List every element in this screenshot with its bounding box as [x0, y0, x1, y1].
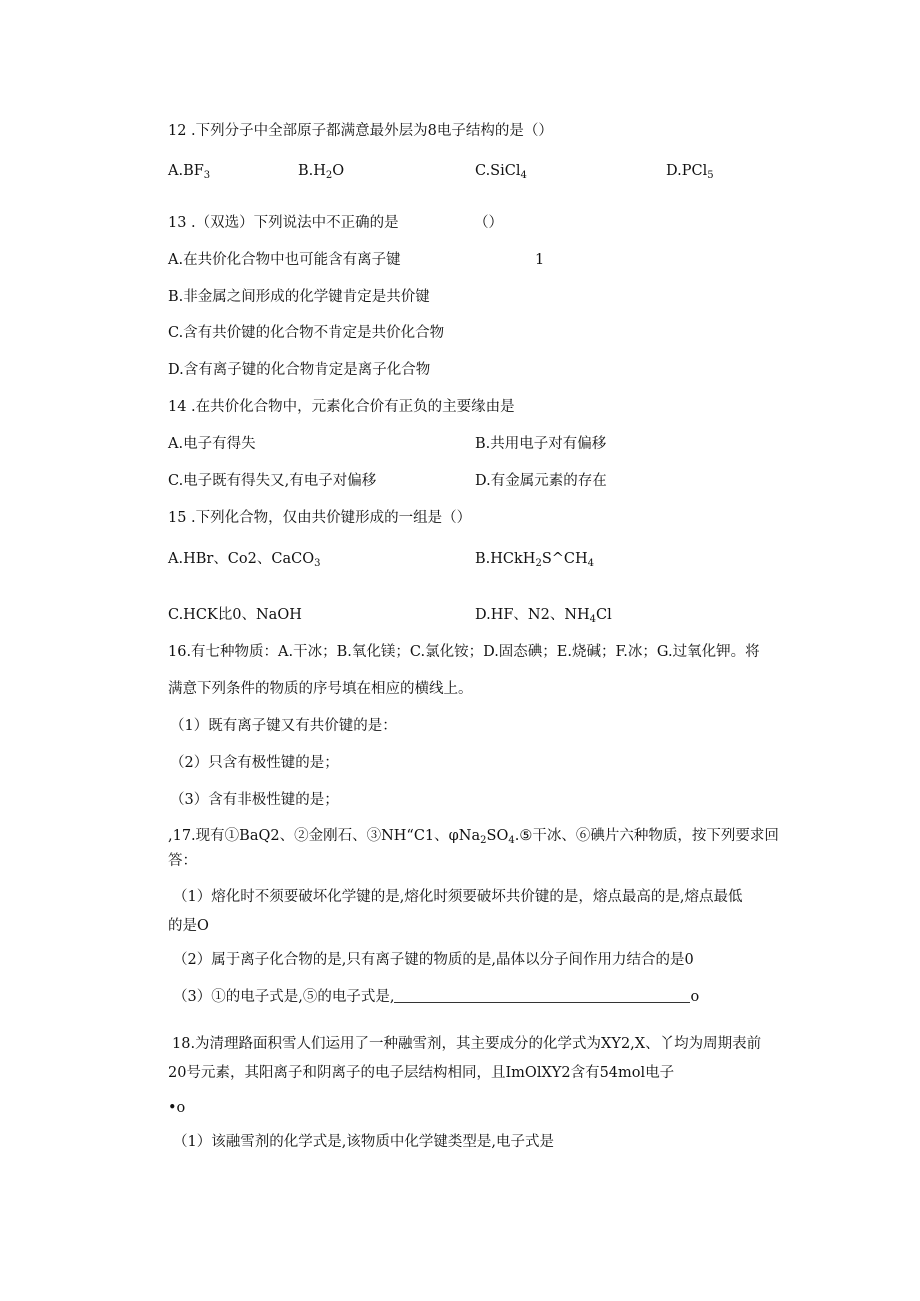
q13-marker: 1: [535, 252, 545, 268]
q15-option-d: D.HF、N2、$NH_4Cl$: [475, 607, 612, 625]
q12-text: .下列分子中全部原子都满意最外层为8电子结构的是（）: [186, 123, 553, 139]
q13-number: 13: [168, 215, 187, 231]
q15-option-b: $B.HCkH_2S\^{}CH_4$: [475, 551, 595, 569]
q13-option-d: D.含有离子键的化合物肯定是离子化合物: [168, 362, 431, 378]
q12-option-c: C.SiCl$_4$: [475, 163, 527, 181]
q13-option-a: A.在共价化合物中也可能含有离子键: [168, 252, 401, 268]
q16-stem-line2: 满意下列条件的物质的序号填在相应的横线上。: [168, 681, 473, 697]
q13-text: .（双选）下列说法中不正确的是: [186, 215, 399, 231]
q17-stem-line2: 答：: [168, 853, 197, 869]
q14-number: 14: [168, 399, 187, 415]
q13-stem: [168, 213, 399, 233]
q13-option-c: C.含有共价键的化合物不肯定是共价化合物: [168, 325, 445, 341]
q15-option-a: A.HBr、Co2、CaCO$_3$: [168, 551, 321, 569]
q13-option-b: B.非金属之间形成的化学键肯定是共价键: [168, 289, 430, 305]
q17-part1: （1）熔化时不须要破坏化学键的是,熔化时须要破坏共价键的是，熔点最高的是,熔点最低: [173, 889, 743, 905]
q16-part1: （1）既有离子键又有共价键的是：: [170, 718, 397, 734]
q17-part2: （2）属于离子化合物的是,只有离子键的物质的是,晶体以分子间作用力结合的是0: [173, 952, 694, 968]
q14-option-a: A.电子有得失: [168, 436, 256, 452]
q16-stem-line1: 16.有七种物质：A.干冰；B.氧化镁；C.氯化铵；D.固态碘；E.烧碱；F.冰；G.过氧化钾。将: [168, 644, 760, 660]
q12-option-d: D.PCl$_5$: [666, 163, 714, 181]
q17-part3: （3）①的电子式是,⑤的电子式是, o: [173, 989, 700, 1005]
q17-stem-line1: ,17.现有①BaQ2、②金刚石、③NH“C1、$\varphi Na_2SO_4.⑤$干冰、⑥碘片六种物质，按下列要求回: [168, 828, 779, 846]
q14-option-b: B.共用电子对有偏移: [475, 436, 607, 452]
q12-stem: [168, 121, 553, 141]
q18-stem-line1: 18.为清理路面积雪人们运用了一种融雪剂，其主要成分的化学式为XY2,X、丫均为周期表前: [172, 1036, 762, 1052]
q12-option-b: $B.H_2O$: [298, 163, 345, 181]
q15-stem: [168, 508, 471, 528]
q18-stem-line3: •o: [168, 1100, 186, 1116]
q15-number: 15: [168, 510, 187, 526]
q18-stem-line2: 20号元素，其阳离子和阴离子的电子层结构相同，且ImOlXY2含有54mol电子: [168, 1065, 675, 1081]
q17-part1-cont: 的是O: [168, 918, 209, 934]
q14-stem: [168, 397, 515, 417]
q15-option-c: C.HCK比0、NaOH: [168, 607, 302, 623]
q12-option-a: $A.BF_3$: [168, 163, 211, 181]
q12-number: 12: [168, 123, 187, 139]
q16-part2: （2）只含有极性键的是；: [170, 755, 339, 771]
answer-blank-line: [394, 988, 690, 1003]
q14-text: .在共价化合物中，元素化合价有正负的主要缘由是: [186, 399, 515, 415]
q16-part3: （3）含有非极性键的是；: [170, 792, 339, 808]
q13-answer-paren: （）: [474, 215, 503, 231]
q14-option-c: C.电子既有得失又,有电子对偏移: [168, 473, 377, 489]
q14-option-d: D.有金属元素的存在: [475, 473, 607, 489]
q18-part1: （1）该融雪剂的化学式是,该物质中化学键类型是,电子式是: [173, 1134, 554, 1150]
q15-text: .下列化合物，仅由共价键形成的一组是（）: [186, 510, 472, 526]
